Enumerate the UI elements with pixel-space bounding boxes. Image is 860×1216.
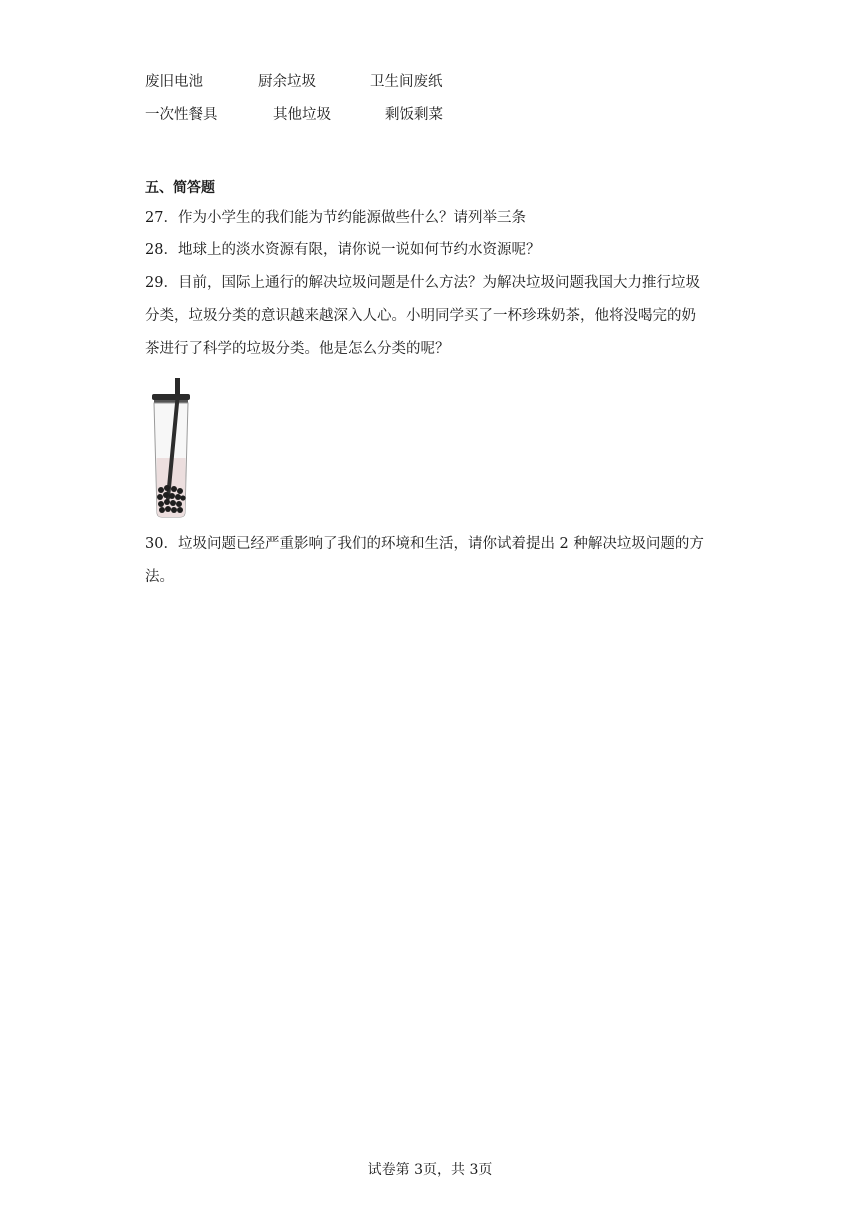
question-30-line-1: 30．垃圾问题已经严重影响了我们的环境和生活，请你试着提出 2 种解决垃圾问题的方 xyxy=(145,536,704,552)
option-waste-battery: 废旧电池 xyxy=(145,74,203,90)
section-title: 五、简答题 xyxy=(145,180,215,196)
question-29-line-1: 29．目前，国际上通行的解决垃圾问题是什么方法？为解决垃圾问题我国大力推行垃圾 xyxy=(145,275,700,291)
option-leftovers: 剩饭剩菜 xyxy=(385,107,443,123)
question-29-line-2: 分类，垃圾分类的意识越来越深入人心。小明同学买了一杯珍珠奶茶，他将没喝完的奶 xyxy=(145,308,696,324)
question-27: 27．作为小学生的我们能为节约能源做些什么？请列举三条 xyxy=(145,210,526,226)
option-toilet-paper: 卫生间废纸 xyxy=(370,74,443,90)
option-kitchen-waste: 厨余垃圾 xyxy=(258,74,316,90)
question-30-line-2: 法。 xyxy=(145,569,174,585)
question-28: 28．地球上的淡水资源有限，请你说一说如何节约水资源呢？ xyxy=(145,242,541,258)
page-footer: 试卷第 3页，共 3页 xyxy=(367,1162,493,1178)
bubble-tea-cup-icon xyxy=(148,378,194,520)
option-other-waste: 其他垃圾 xyxy=(273,107,331,123)
option-disposable-tableware: 一次性餐具 xyxy=(145,107,218,123)
question-29-line-3: 茶进行了科学的垃圾分类。他是怎么分类的呢？ xyxy=(145,341,450,357)
